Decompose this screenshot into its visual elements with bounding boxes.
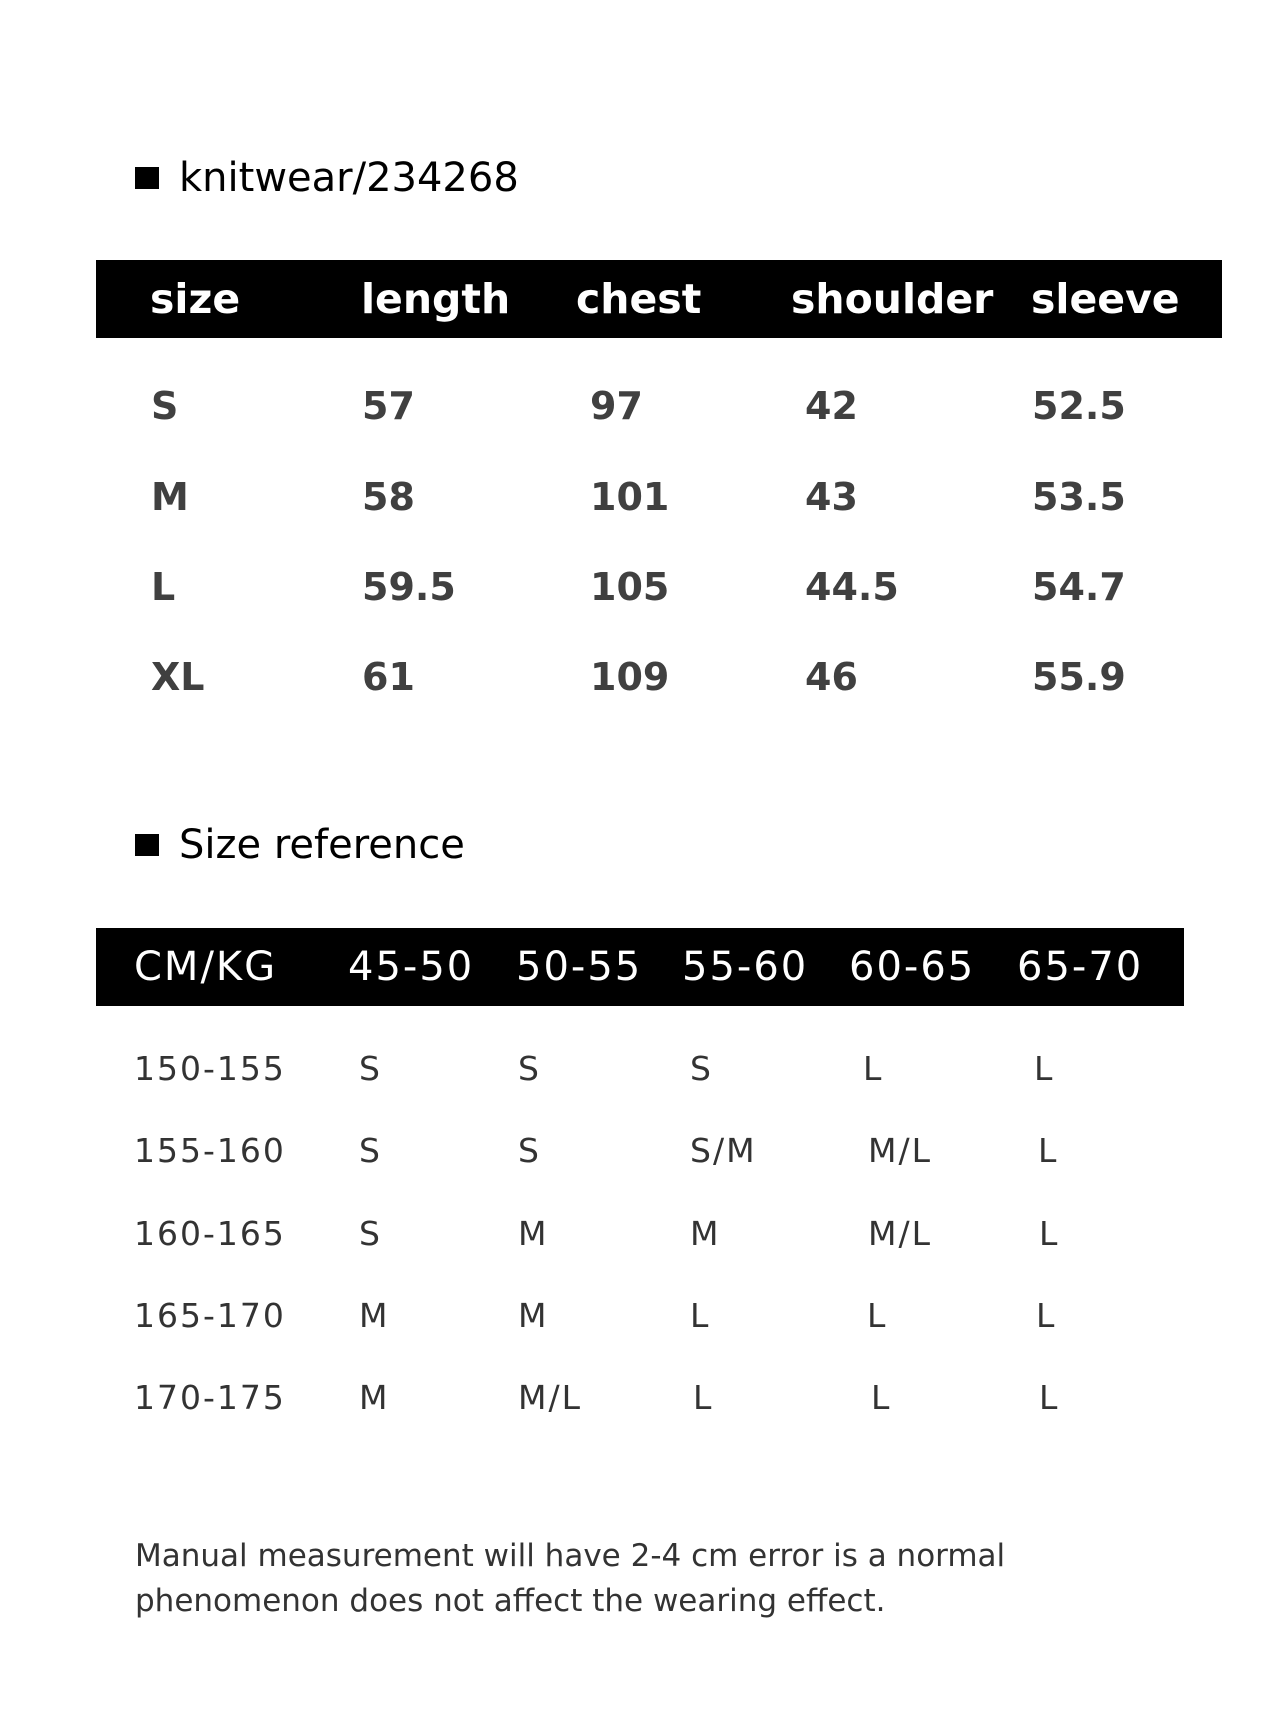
square-bullet-icon [135, 167, 159, 189]
table-row [0, 557, 1284, 617]
height-cell: 165-170 [134, 1295, 286, 1335]
shoulder-cell: 42 [805, 384, 858, 428]
header-weight-50-55: 50-55 [516, 944, 643, 990]
table-row [0, 1038, 1284, 1098]
table-row [0, 467, 1284, 527]
chest-cell: 105 [590, 565, 670, 609]
sleeve-cell: 52.5 [1032, 384, 1126, 428]
ref-cell: L [1036, 1295, 1057, 1335]
chest-cell: 101 [590, 475, 670, 519]
length-cell: 58 [362, 475, 415, 519]
height-cell: 170-175 [134, 1377, 286, 1417]
ref-cell: S [690, 1048, 713, 1088]
ref-cell: M [518, 1213, 549, 1253]
length-cell: 57 [362, 384, 415, 428]
ref-cell: M [359, 1295, 390, 1335]
ref-cell: M/L [868, 1130, 932, 1170]
chest-cell: 109 [590, 655, 670, 699]
ref-cell: L [1034, 1048, 1055, 1088]
size-cell: S [151, 384, 179, 428]
ref-cell: L [1039, 1377, 1060, 1417]
ref-cell: S [359, 1213, 382, 1253]
ref-cell: M/L [868, 1213, 932, 1253]
ref-cell: M [690, 1213, 721, 1253]
header-weight-65-70: 65-70 [1017, 944, 1144, 990]
size-cell: XL [151, 655, 205, 699]
table-row [0, 376, 1284, 436]
sleeve-cell: 55.9 [1032, 655, 1126, 699]
ref-cell: S/M [690, 1130, 757, 1170]
shoulder-cell: 46 [805, 655, 858, 699]
size-chart-title [135, 155, 519, 201]
length-cell: 59.5 [362, 565, 456, 609]
header-size: size [150, 275, 241, 323]
ref-cell: L [867, 1295, 888, 1335]
size-cell: L [151, 565, 176, 609]
ref-cell: L [1038, 1130, 1059, 1170]
ref-cell: S [518, 1130, 541, 1170]
ref-cell: L [690, 1295, 711, 1335]
header-chest: chest [576, 275, 702, 323]
square-bullet-icon [135, 834, 159, 856]
ref-cell: M/L [518, 1377, 582, 1417]
height-cell: 160-165 [134, 1213, 286, 1253]
table-row [0, 1120, 1284, 1180]
ref-cell: S [359, 1130, 382, 1170]
table-row [0, 1367, 1284, 1427]
header-sleeve: sleeve [1031, 275, 1180, 323]
sleeve-cell: 54.7 [1032, 565, 1126, 609]
size-reference-title-text: Size reference [179, 822, 465, 868]
ref-cell: S [518, 1048, 541, 1088]
measurement-note: Manual measurement will have 2-4 cm error is a normal phenomenon does not affect the wearing effect. [135, 1538, 1006, 1619]
ref-cell: M [359, 1377, 390, 1417]
ref-cell: S [359, 1048, 382, 1088]
sleeve-cell: 53.5 [1032, 475, 1126, 519]
table-row [0, 647, 1284, 707]
height-cell: 155-160 [134, 1130, 286, 1170]
ref-cell: L [693, 1377, 714, 1417]
size-chart-title-text: knitwear/234268 [179, 155, 519, 201]
table-row [0, 1203, 1284, 1263]
ref-cell: L [1039, 1213, 1060, 1253]
header-weight-55-60: 55-60 [682, 944, 809, 990]
shoulder-cell: 43 [805, 475, 858, 519]
length-cell: 61 [362, 655, 415, 699]
size-reference-header [96, 928, 1184, 1006]
header-length: length [361, 275, 511, 323]
ref-cell: M [518, 1295, 549, 1335]
shoulder-cell: 44.5 [805, 565, 899, 609]
size-chart-header [96, 260, 1222, 338]
ref-cell: L [871, 1377, 892, 1417]
size-reference-title [135, 822, 465, 868]
header-weight-45-50: 45-50 [348, 944, 475, 990]
header-shoulder: shoulder [791, 275, 994, 323]
size-cell: M [151, 475, 189, 519]
header-cm-kg: CM/KG [134, 944, 278, 990]
table-row [0, 1285, 1284, 1345]
ref-cell: L [863, 1048, 884, 1088]
header-weight-60-65: 60-65 [849, 944, 976, 990]
chest-cell: 97 [590, 384, 643, 428]
height-cell: 150-155 [134, 1048, 286, 1088]
